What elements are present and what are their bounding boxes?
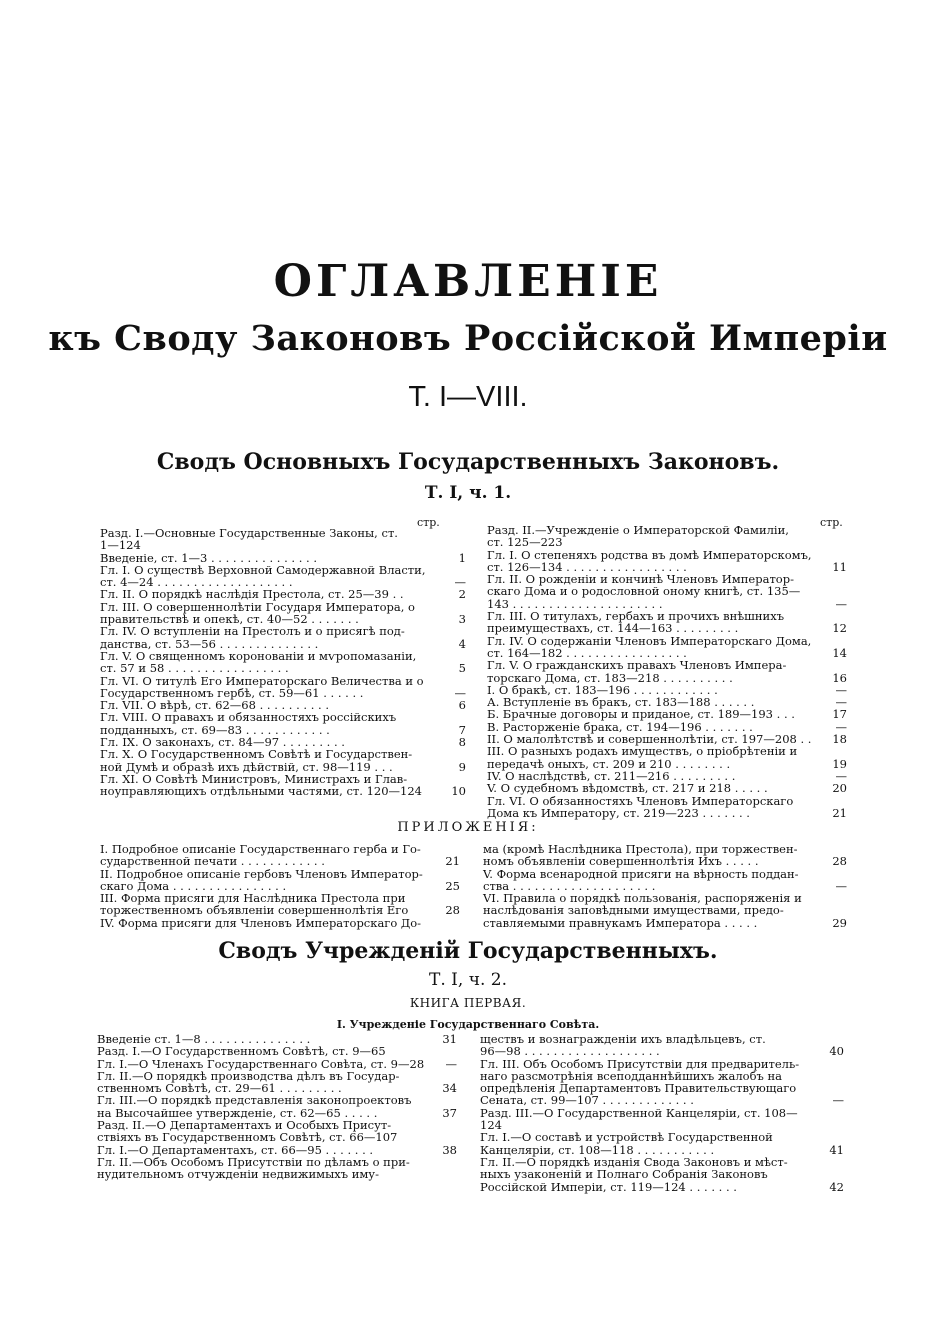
toc-entry-text: номъ объявленіи совершеннолѣтія Ихъ . . . . . bbox=[483, 854, 759, 869]
toc-entry-text: Гл. IV. О содержаніи Членовъ Императорскаго Дома, bbox=[487, 633, 812, 648]
toc-entry bbox=[100, 588, 466, 600]
toc-entry-text: Гл. II.—О порядкѣ производства дѣлъ въ Государ- bbox=[97, 1068, 400, 1083]
toc-page-number: — bbox=[454, 685, 466, 700]
toc-entry-text: Гл. III.—О порядкѣ представленія законопроектовъ bbox=[97, 1093, 412, 1108]
toc-page-number: 34 bbox=[442, 1081, 457, 1096]
toc-entry-text: Гл. VII. О вѣрѣ, ст. 62—68 . . . . . . . . . . bbox=[100, 698, 330, 713]
toc-entry-text: Гл. XI. О Совѣтѣ Министровъ, Министрахъ и Глав- bbox=[100, 771, 408, 786]
toc2-column-right bbox=[480, 1033, 844, 1193]
appendix-column-left bbox=[100, 843, 460, 929]
toc-entry bbox=[487, 635, 847, 660]
toc-entry-text: Гл. V. О гражданскихъ правахъ Членовъ Импера- bbox=[487, 658, 787, 673]
toc-entry-text: Гл. V. О священномъ коронованіи и мѵропомазаніи, bbox=[100, 648, 417, 663]
toc-entry bbox=[100, 868, 460, 893]
toc-entry bbox=[483, 892, 847, 929]
toc-page-number: 17 bbox=[832, 707, 847, 722]
toc-entry-text: Гл. I.—О Членахъ Государственнаго Совѣта, ст. 9—28 bbox=[97, 1056, 425, 1071]
toc-entry-text: II. О малолѣтствѣ и совершеннолѣтіи, ст. 197—208 . . bbox=[487, 732, 812, 747]
toc-page-number: 16 bbox=[832, 670, 847, 685]
toc-entry-text: ма (кромѣ Наслѣдника Престола), при торжествен- bbox=[483, 842, 798, 856]
toc-entry-text: Гл. II. О рожденіи и кончинѣ Членовъ Император- bbox=[487, 572, 794, 587]
toc-entry-text: Гл. III. Объ Особомъ Присутствіи для предваритель- bbox=[480, 1056, 800, 1071]
toc-page-number: — bbox=[454, 575, 466, 590]
toc-entry-text: Разд. II.—О Департаментахъ и Особыхъ Присут- bbox=[97, 1118, 392, 1133]
toc-page-number: 18 bbox=[832, 732, 847, 747]
toc-entry bbox=[97, 1119, 457, 1144]
toc-page-number: 38 bbox=[442, 1142, 457, 1157]
toc-entry-text: Сената, ст. 99—107 . . . . . . . . . . . . . bbox=[480, 1093, 694, 1108]
toc-page-number: — bbox=[835, 719, 847, 734]
toc-entry-text: I. Подробное описаніе Государственнаго герба и Го- bbox=[100, 842, 421, 856]
toc-entry bbox=[487, 795, 847, 820]
toc-entry-text: VI. Правила о порядкѣ пользованія, распоряженія и bbox=[483, 891, 802, 906]
toc-entry bbox=[483, 868, 847, 893]
toc-page-number: 5 bbox=[458, 661, 466, 676]
toc-entry-text: ныхъ узаконеній и Полнаго Собранія Законовъ bbox=[480, 1167, 768, 1182]
toc-entry-text: IV. Форма присяги для Членовъ Императорскаго До- bbox=[100, 915, 422, 930]
toc-page-number: 21 bbox=[832, 805, 847, 820]
toc-entry-text: II. Подробное описаніе гербовъ Членовъ Император- bbox=[100, 866, 423, 881]
toc-entry bbox=[97, 1070, 457, 1095]
toc-page-number: 1 bbox=[458, 550, 466, 565]
toc-page-number: — bbox=[835, 768, 847, 783]
toc-entry-text: ной Думѣ и образѣ ихъ дѣйствій, ст. 98—119 . . . bbox=[100, 759, 393, 774]
toc-entry-text: Гл. I.—О составѣ и устройствѣ Государственной bbox=[480, 1130, 773, 1145]
toc-entry-text: опредѣленія Департаментовъ Правительствующаго bbox=[480, 1081, 797, 1096]
toc-entry-text: Гл. X. О Государственномъ Совѣтѣ и Государствен- bbox=[100, 747, 413, 762]
appendix-column-right bbox=[483, 843, 847, 929]
toc-entry-text: правительствѣ и опекѣ, ст. 40—52 . . . . . . . bbox=[100, 612, 359, 627]
section1-heading: Сводъ Основныхъ Государственныхъ Законовъ. bbox=[156, 449, 780, 475]
toc-entry bbox=[487, 782, 847, 794]
toc-entry-text: ществъ и вознагражденіи ихъ владѣльцевъ, ст. bbox=[480, 1032, 766, 1046]
toc-entry bbox=[100, 564, 466, 589]
toc-entry bbox=[100, 625, 466, 650]
toc-entry-text: данства, ст. 53—56 . . . . . . . . . . . . . . bbox=[100, 636, 319, 651]
toc-entry-text: 143 . . . . . . . . . . . . . . . . . . . . . bbox=[487, 596, 663, 611]
toc-entry bbox=[480, 1107, 844, 1132]
toc-page-number: 3 bbox=[458, 612, 466, 627]
toc-entry bbox=[100, 675, 466, 700]
toc-entry-text: торскаго Дома, ст. 183—218 . . . . . . . . . . bbox=[487, 670, 733, 685]
toc-page-number: 8 bbox=[458, 735, 466, 750]
toc-entry-text: ст. 164—182 . . . . . . . . . . . . . . . . . bbox=[487, 645, 687, 660]
toc-page-number: 12 bbox=[832, 621, 847, 636]
toc-page-number: — bbox=[832, 1093, 844, 1108]
toc-entry-text: Гл. I. О существѣ Верховной Самодержавной Власти, bbox=[100, 562, 426, 577]
toc-entry-text: Дома къ Императору, ст. 219—223 . . . . . . . bbox=[487, 805, 750, 820]
section1-part: Т. I, ч. 1. bbox=[424, 483, 512, 503]
toc-entry-text: V. Форма всенародной присяги на вѣрность поддан- bbox=[483, 866, 799, 881]
toc-entry-text: Разд. III.—О Государственной Канцеляріи, ст. 108— bbox=[480, 1105, 798, 1120]
toc-entry bbox=[487, 549, 847, 574]
page-subtitle: къ Своду Законовъ Россійской Имперіи bbox=[48, 318, 888, 359]
toc-entry-text: III. О разныхъ родахъ имуществъ, о пріобрѣтеніи и bbox=[487, 744, 798, 759]
toc-entry-text: Гл. VIII. О правахъ и обязанностяхъ россійскихъ bbox=[100, 710, 397, 725]
page-column-label-right: стр. bbox=[820, 516, 843, 529]
toc-entry bbox=[480, 1033, 844, 1058]
toc-page-number: — bbox=[835, 682, 847, 697]
toc-entry-text: ства . . . . . . . . . . . . . . . . . . . . bbox=[483, 878, 656, 893]
toc-entry bbox=[100, 773, 466, 798]
toc-entry bbox=[100, 892, 460, 917]
toc-page-number: 37 bbox=[442, 1105, 457, 1120]
toc-entry-text: наго разсмотрѣнія всеподданнѣйшихъ жалобъ на bbox=[480, 1068, 782, 1083]
toc-entry bbox=[480, 1131, 844, 1156]
toc-column-right bbox=[487, 524, 847, 819]
toc-entry-text: А. Вступленіе въ бракъ, ст. 183—188 . . . . . . bbox=[487, 695, 755, 710]
toc-entry-text: 124 bbox=[480, 1118, 502, 1133]
toc-entry-text: V. О судебномъ вѣдомствѣ, ст. 217 и 218 . . . . . bbox=[487, 781, 768, 796]
toc-entry-text: Гл. II.—Объ Особомъ Присутствіи по дѣламъ о при- bbox=[97, 1154, 410, 1169]
section2-heading: Сводъ Учрежденій Государственныхъ. bbox=[218, 938, 718, 964]
toc-entry-text: Гл. II. О порядкѣ наслѣдія Престола, ст. 25—39 . . bbox=[100, 587, 404, 602]
toc-entry-text: Гл. III. О совершеннолѣтіи Государя Императора, о bbox=[100, 599, 415, 614]
toc-entry-text: Гл. IX. О законахъ, ст. 84—97 . . . . . . . . . bbox=[100, 735, 345, 750]
toc-entry-text: наслѣдованія заповѣдными имуществами, предо- bbox=[483, 903, 784, 918]
toc-entry-text: ствіяхъ въ Государственномъ Совѣтѣ, ст. 66—107 bbox=[97, 1130, 398, 1145]
toc-entry bbox=[100, 601, 466, 626]
toc-entry bbox=[487, 610, 847, 635]
volume-range: Т. I—VIII. bbox=[408, 381, 528, 413]
toc-page-number: — bbox=[835, 695, 847, 710]
toc-entry-text: ственномъ Совѣтѣ, ст. 29—61 . . . . . . . . . bbox=[97, 1081, 342, 1096]
toc-entry-text: ст. 4—24 . . . . . . . . . . . . . . . . . . . bbox=[100, 575, 293, 590]
toc2-column-left bbox=[97, 1033, 457, 1181]
toc-entry bbox=[97, 1156, 457, 1181]
toc-entry-text: ставляемыми правнукамъ Императора . . . . . bbox=[483, 915, 758, 930]
toc-page-number: 19 bbox=[832, 756, 847, 771]
book-label: КНИГА ПЕРВАЯ. bbox=[409, 996, 527, 1010]
toc-entry-text: IV. О наслѣдствѣ, ст. 211—216 . . . . . . . . . bbox=[487, 768, 736, 783]
toc-entry-text: ст. 57 и 58 . . . . . . . . . . . . . . . . . bbox=[100, 661, 289, 676]
toc-page-number: 2 bbox=[458, 587, 466, 602]
toc-column-left bbox=[100, 527, 466, 798]
toc-entry-text: Введеніе, ст. 1—3 . . . . . . . . . . . . . . . bbox=[100, 550, 317, 565]
toc-entry-text: Гл. VI. О титулѣ Его Императорскаго Величества и о bbox=[100, 673, 424, 688]
toc-entry-text: скаго Дома . . . . . . . . . . . . . . . . bbox=[100, 878, 287, 893]
toc-entry-text: Государственномъ гербѣ, ст. 59—61 . . . . . . bbox=[100, 685, 364, 700]
toc-entry bbox=[480, 1156, 844, 1193]
toc-page-number: 4 bbox=[458, 636, 466, 651]
toc-entry-text: на Высочайшее утвержденіе, ст. 62—65 . . . . . bbox=[97, 1105, 378, 1120]
toc-page-number: — bbox=[835, 878, 847, 893]
toc-page-number: 25 bbox=[445, 878, 460, 893]
toc-page-number: 31 bbox=[442, 1032, 457, 1046]
toc-page-number: 28 bbox=[445, 903, 460, 918]
toc-entry-text: В. Расторженіе брака, ст. 194—196 . . . . . . . bbox=[487, 719, 753, 734]
toc-page-number: 42 bbox=[829, 1179, 844, 1194]
toc-entry bbox=[487, 745, 847, 770]
toc-entry-text: подданныхъ, ст. 69—83 . . . . . . . . . . . . bbox=[100, 722, 330, 737]
toc-entry-text: скаго Дома и о родословной оному книгѣ, ст. 135— bbox=[487, 584, 801, 599]
section2-part: Т. I, ч. 2. bbox=[429, 970, 507, 990]
toc-entry bbox=[97, 1045, 457, 1057]
toc-entry-text: Разд. I.—О Государственномъ Совѣтѣ, ст. 9—65 bbox=[97, 1044, 386, 1059]
toc-page-number: 41 bbox=[829, 1142, 844, 1157]
toc-entry-text: I. О бракѣ, ст. 183—196 . . . . . . . . . . . . bbox=[487, 682, 718, 697]
toc-entry-text: Разд. I.—Основные Государственные Законы, ст. bbox=[100, 526, 398, 540]
toc-entry-text: Канцеляріи, ст. 108—118 . . . . . . . . . . . bbox=[480, 1142, 715, 1157]
toc-page-number: 10 bbox=[451, 784, 466, 799]
toc-entry-text: Гл. III. О титулахъ, гербахъ и прочихъ внѣшнихъ bbox=[487, 609, 785, 624]
toc-entry bbox=[97, 1094, 457, 1119]
toc-entry-text: ст. 126—134 . . . . . . . . . . . . . . . . . bbox=[487, 559, 687, 574]
toc-page-number: 11 bbox=[832, 559, 847, 574]
toc-entry bbox=[100, 917, 460, 929]
toc-page-number: 14 bbox=[832, 645, 847, 660]
toc-entry bbox=[487, 573, 847, 610]
page-column-label-left: стр. bbox=[417, 516, 440, 529]
toc-entry-text: Гл. I.—О Департаментахъ, ст. 66—95 . . . . . . . bbox=[97, 1142, 374, 1157]
toc-entry-text: 1—124 bbox=[100, 538, 141, 553]
toc-entry-text: ст. 125—223 bbox=[487, 535, 563, 550]
toc-entry bbox=[483, 843, 847, 868]
toc-entry-text: Разд. II.—Учрежденіе о Императорской Фамиліи, bbox=[487, 523, 789, 537]
toc-entry bbox=[487, 708, 847, 720]
toc-entry-text: ноуправляющихъ отдѣльными частями, ст. 120—124 bbox=[100, 784, 422, 799]
toc-entry bbox=[487, 659, 847, 684]
subsection-heading: I. Учрежденіе Государственнаго Совѣта. bbox=[336, 1018, 600, 1031]
toc-entry-text: Гл. VI. О обязанностяхъ Членовъ Императорскаго bbox=[487, 793, 794, 808]
toc-entry-text: III. Форма присяги для Наслѣдника Престола при bbox=[100, 891, 406, 906]
toc-entry-text: преимуществахъ, ст. 144—163 . . . . . . . . . bbox=[487, 621, 739, 636]
toc-page-number: 28 bbox=[832, 854, 847, 869]
toc-entry bbox=[100, 843, 460, 868]
toc-entry-text: Россійской Имперіи, ст. 119—124 . . . . . . . bbox=[480, 1179, 737, 1194]
toc-entry-text: передачѣ оныхъ, ст. 209 и 210 . . . . . . . . bbox=[487, 756, 731, 771]
toc-entry-text: нудительномъ отчужденіи недвижимыхъ иму- bbox=[97, 1167, 379, 1182]
toc-page-number: — bbox=[835, 596, 847, 611]
toc-page-number: 20 bbox=[832, 781, 847, 796]
appendix-heading: ПРИЛОЖЕНІЯ: bbox=[397, 820, 539, 835]
toc-entry-text: Б. Брачные договоры и приданое, ст. 189—193 . . . bbox=[487, 707, 795, 722]
toc-page-number: 6 bbox=[458, 698, 466, 713]
toc-page-number: 40 bbox=[829, 1044, 844, 1059]
toc-page-number: 7 bbox=[458, 722, 466, 737]
toc-entry-text: Гл. II.—О порядкѣ изданія Свода Законовъ и мѣст- bbox=[480, 1154, 788, 1169]
toc-entry bbox=[480, 1058, 844, 1107]
toc-entry bbox=[487, 524, 847, 549]
toc-entry bbox=[100, 527, 466, 552]
toc-entry-text: сударственной печати . . . . . . . . . . . . bbox=[100, 854, 325, 869]
toc-entry bbox=[100, 650, 466, 675]
toc-entry bbox=[100, 711, 466, 736]
toc-page-number: 29 bbox=[832, 915, 847, 930]
toc-page-number: 21 bbox=[445, 854, 460, 869]
toc-entry-text: Гл. IV. О вступленіи на Престолъ и о присягѣ под- bbox=[100, 624, 405, 639]
toc-entry bbox=[100, 748, 466, 773]
toc-entry-text: Введеніе ст. 1—8 . . . . . . . . . . . . . . . bbox=[97, 1032, 311, 1046]
toc-entry-text: торжественномъ объявленіи совершеннолѣтія Его bbox=[100, 903, 409, 918]
toc-entry-text: 96—98 . . . . . . . . . . . . . . . . . . . bbox=[480, 1044, 660, 1059]
toc-entry-text: Гл. I. О степеняхъ родства въ домѣ Императорскомъ, bbox=[487, 547, 812, 562]
toc-page-number: 9 bbox=[458, 759, 466, 774]
page-title: ОГЛАВЛЕНІЕ bbox=[273, 256, 663, 307]
toc-page-number: — bbox=[445, 1056, 457, 1071]
